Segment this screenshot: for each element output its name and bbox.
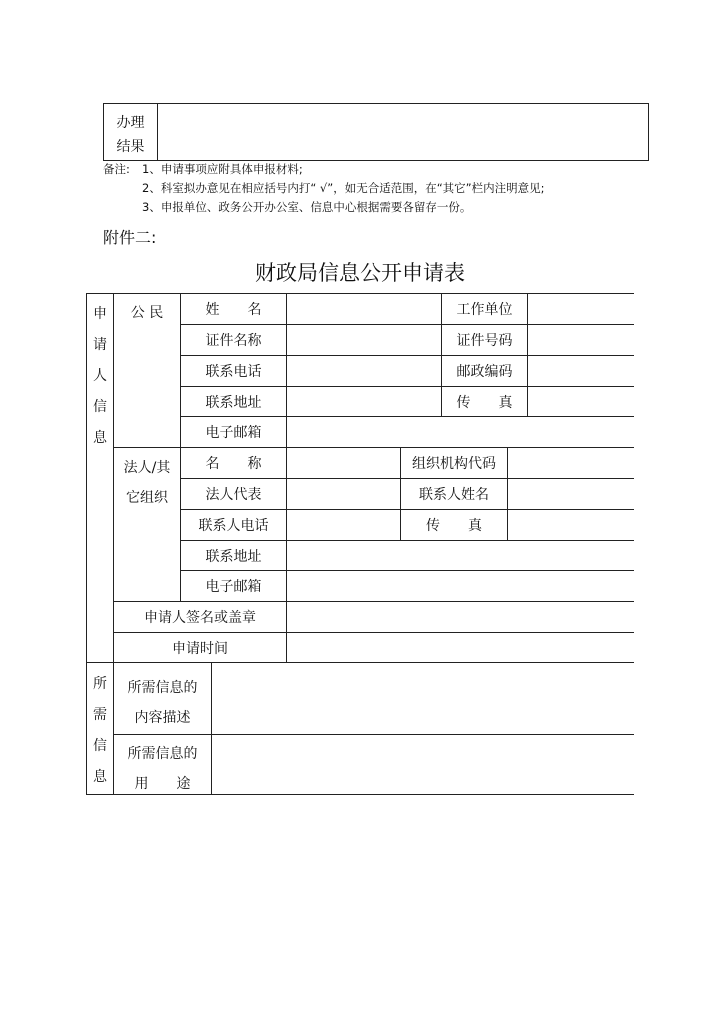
result-label-1: 办理 [116,115,145,131]
legal-email-label: 电子邮箱 [205,579,262,595]
contact-phone-label: 联系人电话 [198,518,269,534]
work-unit-label: 工作单位 [456,302,513,318]
form-title: 财政局信息公开申请表 [255,261,465,285]
legal-email-field[interactable] [287,571,634,601]
note-item-3: 3、申报单位、政务公开办公室、信息中心根据需要各留存一份。 [142,200,472,214]
postcode-field[interactable] [528,356,634,386]
notes-prefix: 备注: [103,162,130,176]
info-desc-label-2: 内容描述 [134,710,191,726]
info-use-label-1: 所需信息的 [127,746,198,762]
info-use-field[interactable] [212,735,634,794]
legal-address-label: 联系地址 [205,548,262,565]
citizen-email-field[interactable] [287,417,634,447]
legal-label-2: 它组织 [126,490,168,506]
citizen-name-label: 姓 名 [205,302,262,318]
org-name-field[interactable] [287,448,400,478]
citizen-phone-label: 联系电话 [205,364,262,380]
attachment-label: 附件二: [103,228,157,247]
signature-field[interactable] [287,602,634,632]
legal-fax-field[interactable] [508,510,634,540]
contact-name-label: 联系人姓名 [419,487,489,503]
postcode-label: 邮政编码 [456,364,513,380]
citizen-fax-field[interactable] [528,387,634,416]
legal-label-1: 法人/其 [123,460,171,476]
applicant-section-label: 申 请 人 信 息 [93,306,107,446]
info-section-label: 所 需 信 息 [93,676,107,785]
note-item-2: 2、科室拟办意见在相应括号内打“ √”，如无合适范围，在“其它”栏内注明意见; [142,181,545,195]
apply-time-label: 申请时间 [172,640,228,657]
org-code-label: 组织机构代码 [412,456,496,472]
result-label-2: 结果 [116,139,145,155]
representative-label: 法人代表 [205,487,262,503]
work-unit-field[interactable] [528,294,634,324]
representative-field[interactable] [287,479,400,509]
legal-address-field[interactable] [287,541,634,570]
signature-label: 申请人签名或盖章 [144,610,256,626]
contact-name-field[interactable] [508,479,634,509]
apply-time-field[interactable] [287,633,634,662]
contact-phone-field[interactable] [287,510,400,540]
info-use-label-2: 用 途 [134,776,191,792]
result-field[interactable] [158,104,648,160]
info-desc-field[interactable] [212,663,634,734]
id-name-field[interactable] [287,325,441,355]
id-number-field[interactable] [528,325,634,355]
legal-fax-label: 传 真 [426,518,482,534]
citizen-email-label: 电子邮箱 [205,425,262,441]
citizen-phone-field[interactable] [287,356,441,386]
citizen-address-field[interactable] [287,387,441,416]
citizen-address-label: 联系地址 [205,394,262,411]
id-number-label: 证件号码 [456,333,513,349]
citizen-name-field[interactable] [287,294,441,324]
org-code-field[interactable] [508,448,634,478]
citizen-label: 公 民 [130,305,164,321]
org-name-label: 名 称 [205,456,262,472]
info-desc-label-1: 所需信息的 [127,680,198,696]
id-name-label: 证件名称 [205,333,262,349]
citizen-fax-label: 传 真 [456,394,513,411]
note-item-1: 1、申请事项应附具体申报材料; [142,162,303,176]
